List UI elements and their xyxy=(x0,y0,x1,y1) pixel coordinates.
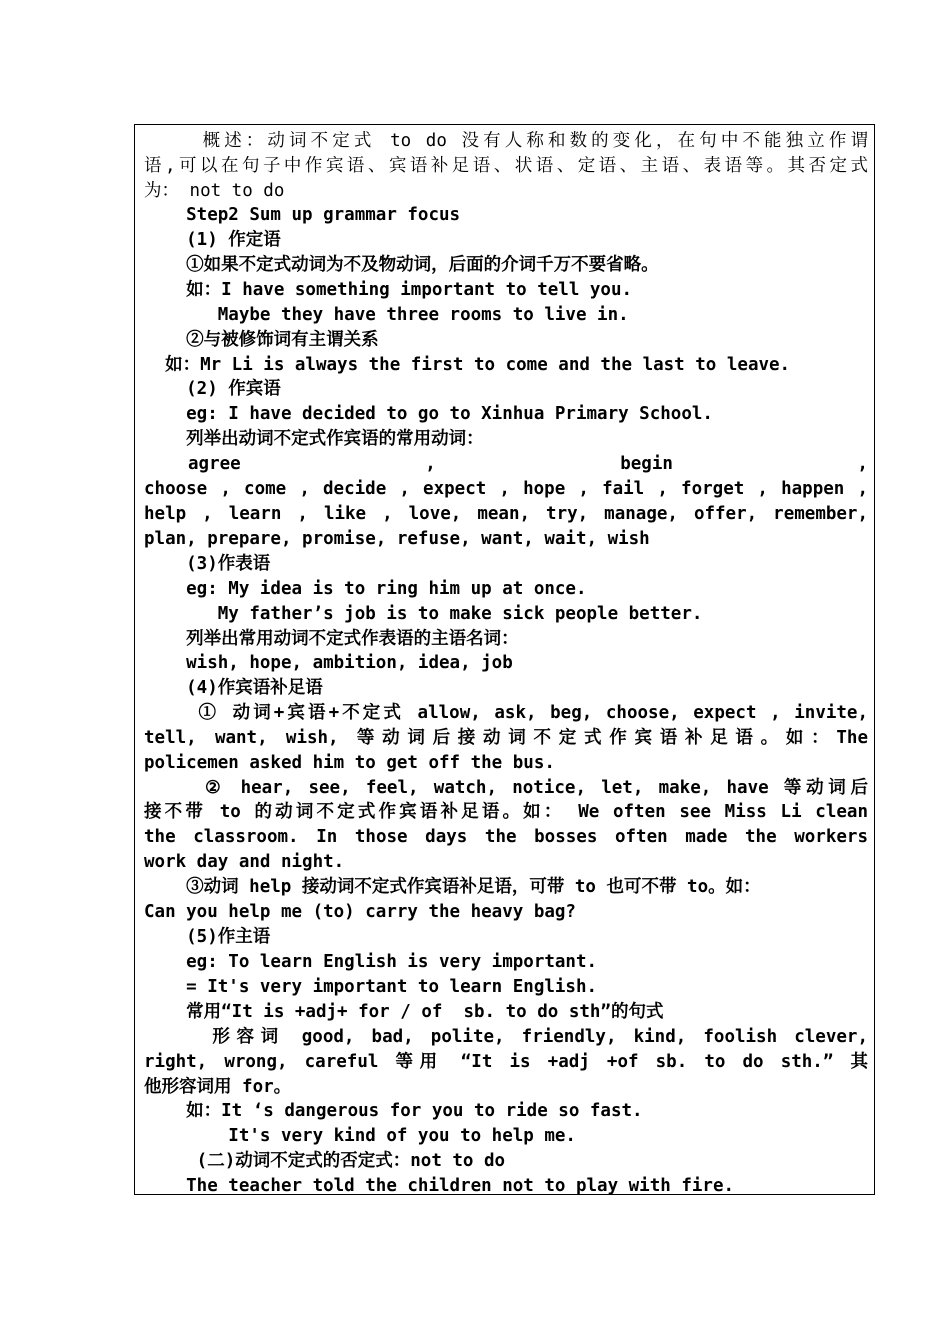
text-line: the classroom. In those days the bosses often made the workers xyxy=(144,827,868,847)
section-object-complement: (4)作宾语补足语 xyxy=(144,678,323,698)
text-line: plan, prepare, promise, refuse, want, wait, wish xyxy=(144,529,650,549)
section-subject: (5)作主语 xyxy=(144,927,271,947)
text-line: 接不带 to 的动词不定式作宾语补足语。如： We often see Miss Li clean xyxy=(144,802,868,822)
text-line: eg: My idea is to ring him up at once. xyxy=(144,579,587,599)
text-line: policemen asked him to get off the bus. xyxy=(144,753,555,773)
step-heading: Step2 Sum up grammar focus xyxy=(144,205,461,225)
section-attributive: (1) 作定语 xyxy=(144,230,281,250)
text-line: choose , come , decide , expect , hope , fail , forget , happen , xyxy=(144,479,868,499)
text-line: 形容词 good, bad, polite, friendly, kind, foolish clever, xyxy=(144,1027,868,1047)
text-line: = It's very important to learn English. xyxy=(144,977,598,997)
text-line: ①如果不定式动词为不及物动词，后面的介词千万不要省略。 xyxy=(144,255,659,275)
text-line: My father’s job is to make sick people better. xyxy=(144,604,703,624)
section-predicative: (3)作表语 xyxy=(144,554,271,574)
section-negative: (二)动词不定式的否定式：not to do xyxy=(144,1151,506,1171)
text-line: work day and night. xyxy=(144,852,345,872)
text-line: right, wrong, careful 等用 “It is +adj +of sb. to do sth.” 其 xyxy=(144,1052,868,1072)
text-line: It's very kind of you to help me. xyxy=(144,1126,576,1146)
text-line: 为： not to do xyxy=(144,181,285,201)
text-line: ③动词 help 接动词不定式作宾语补足语，可带 to 也可不带 to。如： xyxy=(144,877,761,897)
text-line: ② hear, see, feel, watch, notice, let, make, have 等动词后 xyxy=(144,778,868,798)
text-line: Can you help me (to) carry the heavy bag? xyxy=(144,902,576,922)
text-line: agree , begin , xyxy=(188,454,868,474)
text-line: help , learn , like , love, mean, try, manage, offer, remember, xyxy=(144,504,868,524)
text-line: The teacher told the children not to play with fire. xyxy=(144,1176,735,1196)
text-line: eg: To learn English is very important. xyxy=(144,952,598,972)
text-line: 如：It ‘s dangerous for you to ride so fast. xyxy=(144,1101,643,1121)
text-line: tell, want, wish, 等动词后接动词不定式作宾语补足语。如：The xyxy=(144,728,868,748)
text-line: ②与被修饰词有主谓关系 xyxy=(144,330,379,350)
text-line: 常用“It is +adj+ for / of sb. to do sth”的句式 xyxy=(144,1002,664,1022)
text-line: wish, hope, ambition, idea, job xyxy=(144,653,513,673)
text-line: 列举出动词不定式作宾语的常用动词： xyxy=(144,429,484,449)
text-line: 如：Mr Li is always the first to come and the last to leave. xyxy=(144,355,791,375)
text-line: eg: I have decided to go to Xinhua Primary School. xyxy=(144,404,713,424)
text-line: Maybe they have three rooms to live in. xyxy=(144,305,629,325)
overview-line: 概述：动词不定式 to do 没有人称和数的变化，在句中不能独立作谓 xyxy=(144,131,868,151)
text-line: ① 动词+宾语+不定式 allow, ask, beg, choose, expect , invite, xyxy=(144,703,868,723)
text-line: 列举出常用动词不定式作表语的主语名词： xyxy=(144,629,519,649)
text-line: 如：I have something important to tell you. xyxy=(144,280,633,300)
section-object: (2) 作宾语 xyxy=(144,379,281,399)
text-line: 语,可以在句子中作宾语、宾语补足语、状语、定语、主语、表语等。其否定式 xyxy=(144,156,868,176)
text-line: 他形容词用 for。 xyxy=(144,1077,292,1097)
